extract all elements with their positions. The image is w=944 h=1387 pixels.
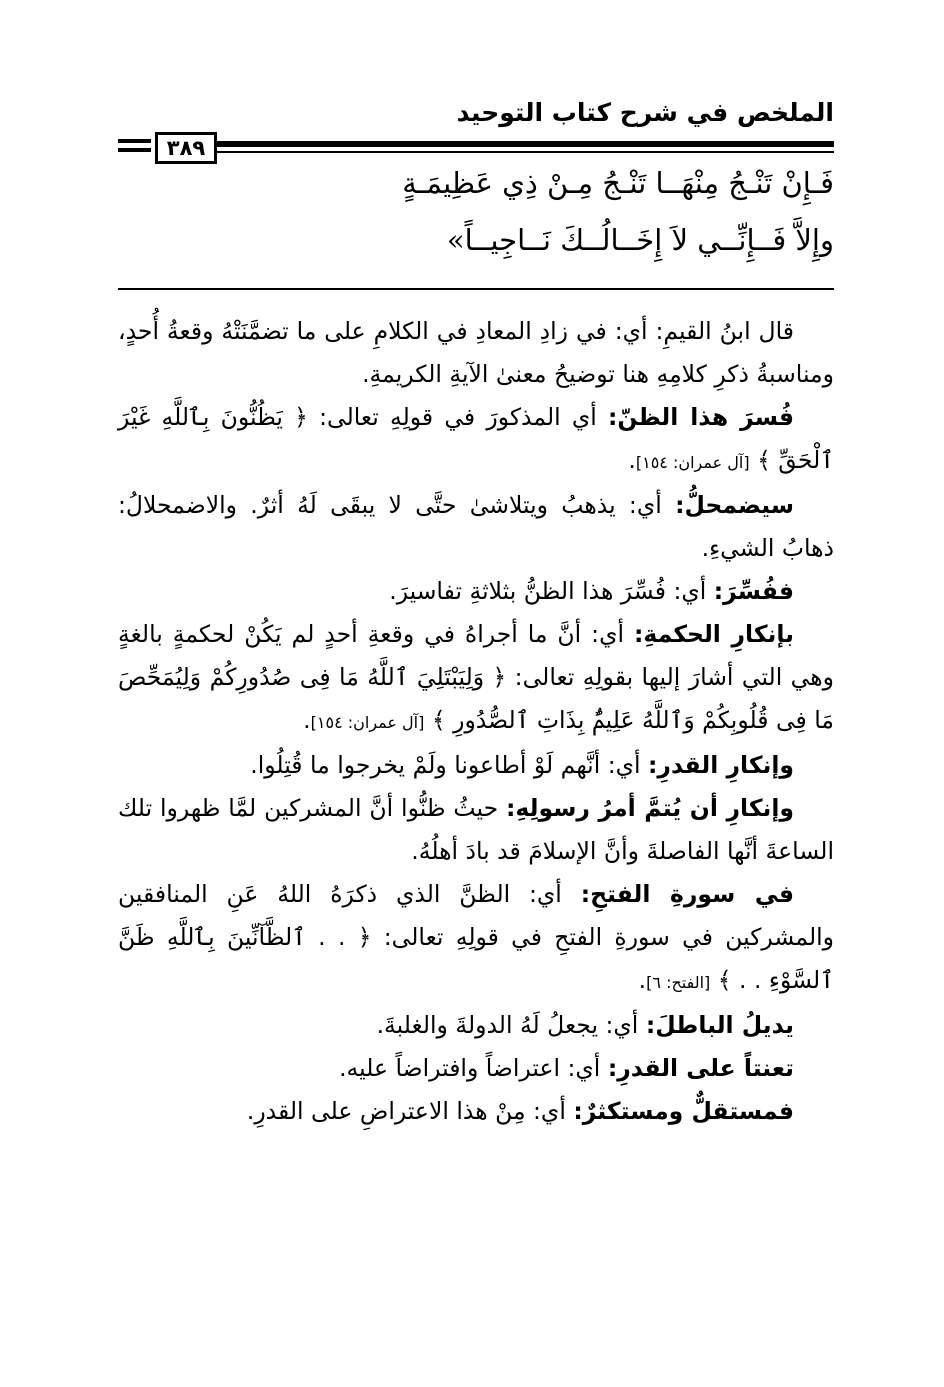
paragraph-text: أي: يجعلُ لَهُ الدولةَ والغلبةَ.: [376, 1011, 646, 1039]
header-rule-thick: [215, 141, 834, 147]
paragraph-tail: .: [638, 966, 647, 994]
paragraph-term: بإنكارِ الحكمةِ:: [633, 620, 794, 648]
paragraph-text: أي: فُسِّرَ هذا الظنُّ بثلاثةِ تفاسيرَ.: [389, 577, 714, 605]
paragraph-text: أي: الظنَّ الذي ذكرَهُ اللهُ عَنِ المنافقين والمشركين في سورةِ الفتحِ في قولِهِ تعالى: ﴿ . . ٱلظَّآنِّينَ بِٱللَّهِ ظَنَّ ٱلسَّوْءِ . . ﴾: [118, 880, 834, 994]
paragraph: [118, 744, 834, 787]
page-number: ٣٨٩: [155, 132, 217, 164]
header-rule-thin: [215, 151, 834, 153]
paragraph-term: ففُسِّرَ:: [713, 577, 794, 605]
quran-reference: [الفتح: ٦]: [646, 973, 711, 992]
paragraph-text: أي: أنَّهم لَوْ أطاعونا ولَمْ يخرجوا ما قُتِلُوا.: [250, 751, 649, 779]
paragraph: [118, 1004, 834, 1047]
section-divider: [118, 288, 834, 290]
paragraph-term: وإنكارِ أن يُتمَّ أمرُ رسولِهِ:: [506, 794, 794, 822]
paragraph-term: يديلُ الباطلَ:: [645, 1011, 794, 1039]
quran-reference: [آل عمران: ١٥٤]: [310, 713, 425, 732]
paragraph-tail: .: [303, 706, 311, 734]
paragraph: [118, 396, 834, 484]
paragraph-tail: .: [628, 446, 636, 474]
paragraph-term: وإنكارِ القدرِ:: [648, 751, 794, 779]
paragraph: [118, 570, 834, 613]
paragraph-text: أي: مِنْ هذا الاعتراضِ على القدرِ.: [246, 1097, 574, 1125]
paragraph-term: فمستقلٌّ ومستكثرٌ:: [573, 1097, 794, 1125]
paragraph-term: في سورةِ الفتحِ:: [580, 880, 794, 908]
paragraph: [118, 873, 834, 1004]
verse-line-2: وإِلاَّ فَــإِنِّــي لاَ إِخَــالُــكَ نَــاجِيــاً»: [446, 223, 834, 257]
paragraph: [118, 484, 834, 570]
paragraph: [118, 1090, 834, 1133]
header-rule-left-bottom: [118, 148, 151, 152]
paragraph-text: أي: اعتراضاً وافتراضاً عليه.: [339, 1054, 608, 1082]
quran-reference: [آل عمران: ١٥٤]: [635, 453, 750, 472]
verse-line-1: فَـإِنْ تَنْـجُ مِنْهَــا تَنْـجُ مِـنْ ذِي عَظِيمَـةٍ: [402, 166, 834, 200]
paragraph: [118, 310, 834, 396]
paragraph-text: أي: أنَّ ما أجراهُ في وقعةِ أحدٍ لم يَكُنْ لحكمةٍ بالغةٍ وهي التي أشارَ إليها بقولِهِ تعالى: ﴿ وَلِيَبْتَلِيَ ٱللَّهُ مَا فِى صُدُورِكُمْ وَلِيُمَحِّصَ مَا فِى قُلُوبِكُمْ وَٱللَّهُ عَلِيمٌۢ بِذَاتِ ٱلصُّدُورِ ﴾: [118, 620, 834, 734]
paragraph: [118, 613, 834, 744]
running-title: الملخص في شرح كتاب التوحيد: [456, 98, 834, 127]
paragraph-term: سيضمحلُّ:: [675, 491, 794, 519]
paragraph-text: أي: يذهبُ ويتلاشىٰ حتَّى لا يبقَى لَهُ أثرٌ. والاضمحلالُ: ذهابُ الشيءِ.: [118, 491, 834, 562]
paragraph: [118, 1047, 834, 1090]
paragraph-term: فُسرَ هذا الظنّ:: [608, 403, 794, 431]
paragraph-text: قال ابنُ القيمِ: أي: في زادِ المعادِ في الكلامِ على ما تضمَّنَتْهُ وقعةُ أُحدٍ، ومناسبةُ ذكرِ كلامِهِ هنا توضيحُ معنىٰ الآيةِ الكريمةِ.: [118, 317, 834, 388]
paragraph: [118, 787, 834, 873]
paragraph-term: تعنتاً على القدرِ:: [607, 1054, 794, 1082]
paragraph-text: حيثُ ظنُّوا أنَّ المشركين لمَّا ظهروا تلك الساعةَ أنَّها الفاصلةَ وأنَّ الإسلامَ قد بادَ أهلُهُ.: [118, 794, 834, 865]
commentary-body: [118, 310, 834, 1133]
header-rule-left-top: [118, 139, 151, 143]
paragraph-text: أي المذكورَ في قولِهِ تعالى: ﴿ يَظُنُّونَ بِٱللَّهِ غَيْرَ ٱلْحَقِّ ﴾: [118, 403, 834, 474]
